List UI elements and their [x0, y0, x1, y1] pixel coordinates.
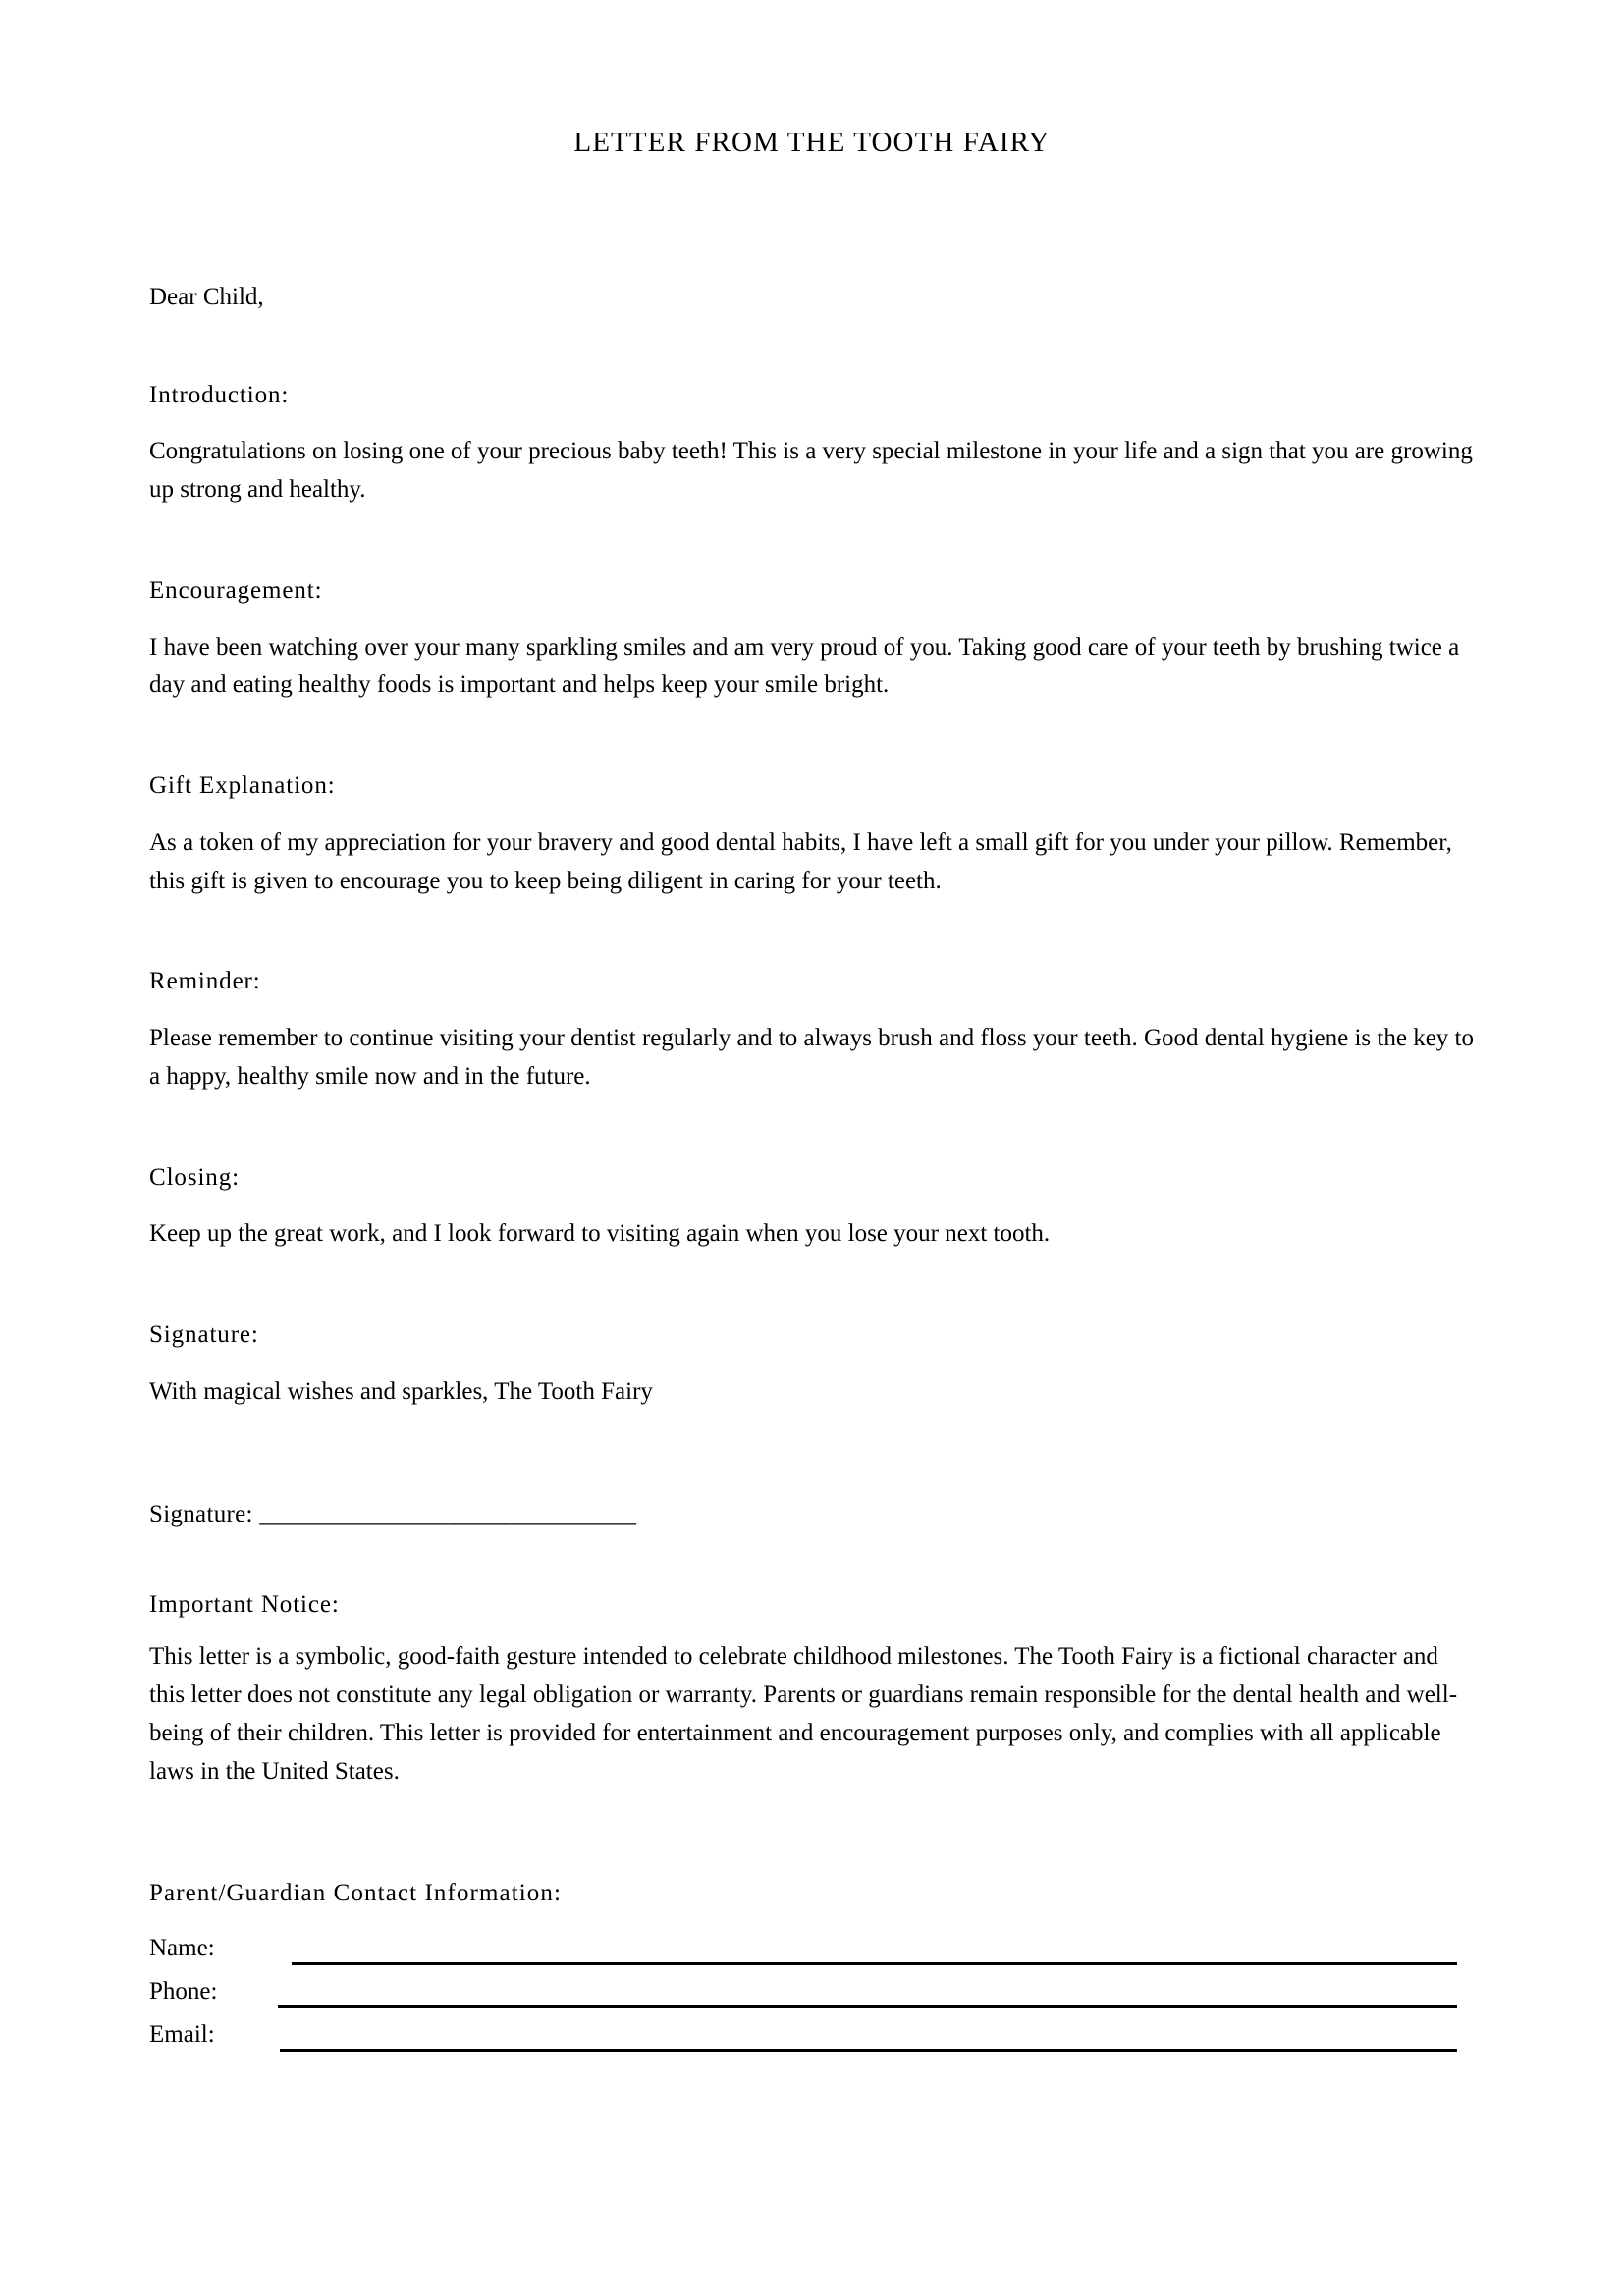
section-body-closing: Keep up the great work, and I look forward to visiting again when you lose your next tooth.: [149, 1220, 1051, 1248]
section-body-reminder: Please remember to continue visiting your dentist regularly and to always brush and floss your teeth. Good dental hygiene is the key to a happy, healthy smile now and in the future.: [149, 1025, 1474, 1090]
contact-information-block: [149, 1877, 1475, 2052]
field-row-phone: [149, 1965, 1475, 2008]
field-label-email: Email:: [149, 2021, 215, 2049]
section-body-gift-explanation: As a token of my appreciation for your bravery and good dental habits, I have left a small gift for you under your pillow. Remember, this gift is given to encourage you to keep being diligent in caring for your teeth.: [149, 828, 1452, 894]
page-title: LETTER FROM THE TOOTH FAIRY: [573, 127, 1051, 158]
section-encouragement: [149, 574, 1475, 705]
section-heading-gift-explanation: Gift Explanation:: [149, 773, 336, 800]
field-input-email[interactable]: [280, 2049, 1457, 2052]
signature-blank-field[interactable]: ______________________________: [259, 1500, 637, 1527]
section-heading-signature: Signature:: [149, 1321, 259, 1349]
section-heading-closing: Closing:: [149, 1163, 240, 1191]
section-gift-explanation: [149, 770, 1475, 900]
field-row-email: [149, 2008, 1475, 2052]
section-heading-important-notice: Important Notice:: [149, 1590, 340, 1618]
section-important-notice: [149, 1588, 1475, 1791]
section-signature: [149, 1318, 1475, 1412]
section-closing: [149, 1161, 1475, 1255]
section-body-signature: With magical wishes and sparkles, The Tooth Fairy: [149, 1377, 653, 1405]
field-row-name: [149, 1922, 1475, 1965]
signature-line-label: Signature:: [149, 1500, 253, 1527]
section-heading-encouragement: Encouragement:: [149, 576, 323, 604]
section-heading-introduction: Introduction:: [149, 381, 290, 408]
field-label-name: Name:: [149, 1935, 215, 1962]
section-reminder: [149, 965, 1475, 1095]
section-body-encouragement: I have been watching over your many sparkling smiles and am very proud of you. Taking good care of your teeth by brushing twice a day and eating healthy foods is important and helps keep your smile bright.: [149, 633, 1460, 699]
section-heading-reminder: Reminder:: [149, 968, 261, 995]
section-body-important-notice: This letter is a symbolic, good-faith gesture intended to celebrate childhood milestones. The Tooth Fairy is a fictional character and this letter does not constitute any legal obligation or warranty. Parents or guardians remain responsible for the dental health and well-being of their children. This letter is provided for entertainment and encouragement purposes only, and complies with all applicable laws in the United States.: [149, 1643, 1458, 1785]
signature-line-row: [149, 1497, 1475, 1531]
section-introduction: [149, 379, 1475, 509]
salutation: Dear Child,: [149, 283, 264, 310]
letter-content: [149, 0, 1475, 2052]
field-input-phone[interactable]: [278, 2005, 1457, 2008]
field-label-phone: Phone:: [149, 1978, 218, 2005]
field-input-name[interactable]: [292, 1962, 1457, 1965]
contact-information-heading: Parent/Guardian Contact Information:: [149, 1880, 563, 1907]
section-body-introduction: Congratulations on losing one of your precious baby teeth! This is a very special milestone in your life and a sign that you are growing up strong and healthy.: [149, 438, 1473, 504]
